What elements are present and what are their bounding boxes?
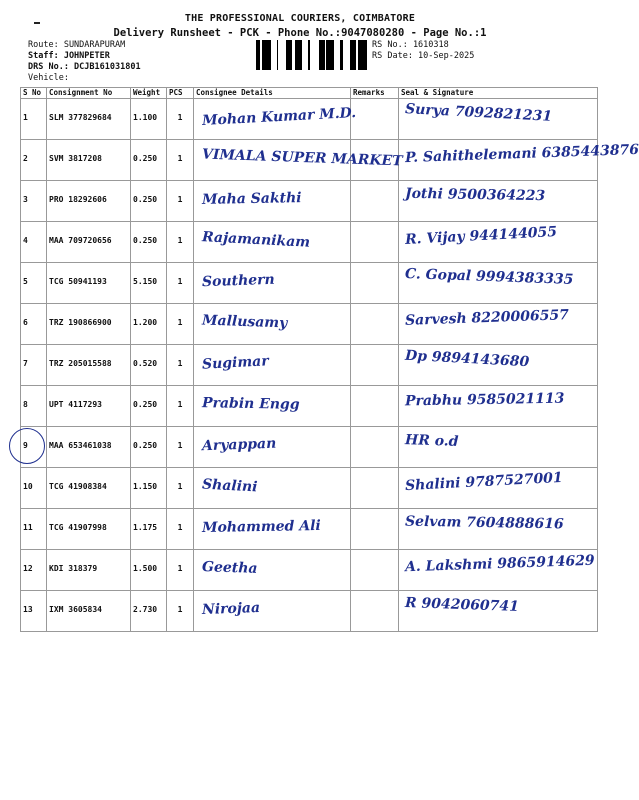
- cell-weight: 5.150: [131, 263, 167, 304]
- cell-signature: [399, 222, 598, 263]
- consignee-handwriting: Shalini: [201, 476, 258, 496]
- cell-remarks: [351, 222, 399, 263]
- table-row: [21, 345, 598, 386]
- runsheet-table: [20, 87, 639, 632]
- consignee-handwriting: Maha Sakthi: [201, 190, 302, 208]
- table-row: [21, 99, 598, 140]
- cell-consignment: SVM 3817208: [47, 140, 131, 181]
- cell-consignee: [194, 263, 351, 304]
- rs-number: RS No.: 1610318: [372, 40, 449, 50]
- table-row: [21, 550, 598, 591]
- consignee-handwriting: Mallusamy: [201, 312, 288, 332]
- consignee-handwriting: Aryappan: [201, 435, 277, 455]
- cell-pcs: 1: [167, 427, 194, 468]
- cell-consignment: SLM 377829684: [47, 99, 131, 140]
- table-row: [21, 386, 598, 427]
- cell-consignment: TCG 41907998: [47, 509, 131, 550]
- signature-handwriting: A. Lakshmi 9865914629: [404, 552, 595, 576]
- barcode-bar: [290, 40, 292, 70]
- cell-consignee: [194, 591, 351, 632]
- vehicle-label: Vehicle:: [28, 73, 69, 83]
- cell-signature: [399, 509, 598, 550]
- cell-signature: [399, 468, 598, 509]
- cell-weight: 0.250: [131, 181, 167, 222]
- header-consignment: Consignment No: [47, 88, 131, 99]
- cell-consignment: MAA 709720656: [47, 222, 131, 263]
- barcode-bar: [332, 40, 334, 70]
- signature-handwriting: R. Vijay 944144055: [404, 224, 558, 248]
- consignee-handwriting: Rajamanikam: [201, 229, 311, 251]
- signature-handwriting: Shalini 9787527001: [404, 469, 564, 495]
- cell-consignee: [194, 550, 351, 591]
- cell-weight: 0.250: [131, 386, 167, 427]
- cell-weight: 0.250: [131, 427, 167, 468]
- cell-consignment: TRZ 190866900: [47, 304, 131, 345]
- signature-handwriting: Selvam 7604888616: [404, 513, 564, 533]
- cell-sno: 8: [21, 386, 47, 427]
- table-row: [21, 509, 598, 550]
- barcode-bar: [301, 40, 302, 70]
- barcode-bar: [331, 40, 332, 70]
- cell-signature: [399, 99, 598, 140]
- cell-sno: 11: [21, 509, 47, 550]
- consignee-handwriting: Mohan Kumar M.D.: [201, 104, 357, 130]
- table-row: [21, 263, 598, 304]
- cell-pcs: 1: [167, 468, 194, 509]
- cell-weight: 0.250: [131, 140, 167, 181]
- cell-consignment: TCG 41908384: [47, 468, 131, 509]
- cell-remarks: [351, 591, 399, 632]
- cell-consignment: TRZ 205015588: [47, 345, 131, 386]
- cell-consignment: PRO 18292606: [47, 181, 131, 222]
- cell-sno: 12: [21, 550, 47, 591]
- barcode-bar: [320, 40, 322, 70]
- cell-signature: [399, 181, 598, 222]
- cell-pcs: 1: [167, 550, 194, 591]
- cell-remarks: [351, 468, 399, 509]
- cell-pcs: 1: [167, 591, 194, 632]
- staff-label: Staff: JOHNPETER: [28, 51, 110, 61]
- cell-remarks: [351, 386, 399, 427]
- barcode-bar: [308, 40, 310, 70]
- barcode-bar: [295, 40, 296, 70]
- barcode-bar: [358, 40, 361, 70]
- header-signature: Seal & Signature: [399, 88, 598, 99]
- table-row: [21, 427, 598, 468]
- cell-pcs: 1: [167, 140, 194, 181]
- cell-sno: 9: [21, 427, 47, 468]
- cell-signature: [399, 140, 639, 181]
- cell-consignee: [194, 140, 403, 181]
- cell-consignment: MAA 653461038: [47, 427, 131, 468]
- cell-pcs: 1: [167, 345, 194, 386]
- cell-weight: 1.175: [131, 509, 167, 550]
- signature-handwriting: Prabhu 9585021113: [404, 390, 565, 410]
- cell-consignment: UPT 4117293: [47, 386, 131, 427]
- barcode-bar: [361, 40, 362, 70]
- table-row: [21, 304, 598, 345]
- barcode-bar: [256, 40, 259, 70]
- cell-remarks: [351, 263, 399, 304]
- cell-consignee: [194, 345, 351, 386]
- barcode-bar: [326, 40, 328, 70]
- meta-right: [372, 40, 474, 62]
- table-row: [21, 222, 598, 263]
- barcode-bar: [340, 40, 343, 70]
- cell-remarks: [351, 99, 399, 140]
- header-remarks: Remarks: [351, 88, 399, 99]
- signature-handwriting: C. Gopal 9994383335: [404, 266, 574, 288]
- consignee-handwriting: Mohammed Ali: [201, 517, 321, 537]
- cell-sno: 13: [21, 591, 47, 632]
- document-title: THE PROFESSIONAL COURIERS, COIMBATORE: [184, 13, 416, 24]
- cell-consignee: [194, 222, 351, 263]
- consignee-handwriting: Prabin Engg: [201, 395, 300, 413]
- cell-consignee: [194, 99, 357, 140]
- cell-consignee: [194, 181, 351, 222]
- cell-sno: 3: [21, 181, 47, 222]
- cell-signature: [399, 591, 598, 632]
- signature-handwriting: Sarvesh 8220006557: [404, 307, 570, 329]
- cell-weight: 0.520: [131, 345, 167, 386]
- barcode-bar: [298, 40, 301, 70]
- barcode-bar: [259, 40, 260, 70]
- cell-sno: 10: [21, 468, 47, 509]
- barcode-icon: [256, 40, 368, 70]
- barcode-bar: [277, 40, 278, 70]
- cell-sno: 1: [21, 99, 47, 140]
- cell-signature: [399, 345, 598, 386]
- table-row: [21, 591, 598, 632]
- cell-signature: [399, 263, 598, 304]
- barcode-bar: [266, 40, 268, 70]
- barcode-bar: [265, 40, 266, 70]
- cell-consignment: KDI 318379: [47, 550, 131, 591]
- cell-weight: 1.150: [131, 468, 167, 509]
- cell-sno: 4: [21, 222, 47, 263]
- barcode-bar: [319, 40, 320, 70]
- cell-consignee: [194, 468, 351, 509]
- drs-label: DRS No.: DCJB161031801: [28, 62, 141, 72]
- header-pcs: PCS: [167, 88, 194, 99]
- cell-pcs: 1: [167, 509, 194, 550]
- consignee-handwriting: VIMALA SUPER MARKET: [201, 146, 403, 170]
- cell-remarks: [351, 550, 399, 591]
- cell-weight: 2.730: [131, 591, 167, 632]
- barcode-bar: [352, 40, 355, 70]
- signature-handwriting: Jothi 9500364223: [404, 185, 546, 205]
- signature-handwriting: Surya 7092821231: [404, 101, 553, 125]
- cell-signature: [399, 550, 598, 591]
- signature-handwriting: R 9042060741: [404, 595, 520, 615]
- signature-handwriting: P. Sahithelemani 6385443876: [404, 141, 639, 167]
- cell-remarks: [351, 427, 399, 468]
- route-label: Route: SUNDARAPURAM: [28, 40, 126, 50]
- meta-left: [28, 40, 141, 84]
- cell-pcs: 1: [167, 386, 194, 427]
- cell-consignment: IXM 3605834: [47, 591, 131, 632]
- table-header-row: [21, 88, 598, 99]
- barcode-bar: [362, 40, 364, 70]
- cell-remarks: [351, 509, 399, 550]
- row-9-circle-mark: [9, 428, 45, 464]
- header-consignee: Consignee Details: [194, 88, 351, 99]
- cell-weight: 1.100: [131, 99, 167, 140]
- cell-signature: [399, 304, 598, 345]
- table-row: [21, 181, 598, 222]
- cell-consignee: [194, 427, 351, 468]
- cell-weight: 0.250: [131, 222, 167, 263]
- cell-consignee: [194, 509, 351, 550]
- barcode-bar: [262, 40, 265, 70]
- cell-sno: 6: [21, 304, 47, 345]
- barcode-bar: [355, 40, 356, 70]
- rs-date: RS Date: 10-Sep-2025: [372, 51, 475, 61]
- cell-signature: [399, 427, 598, 468]
- cell-weight: 1.500: [131, 550, 167, 591]
- consignee-handwriting: Geetha: [201, 559, 258, 577]
- cell-remarks: [351, 140, 399, 181]
- cell-remarks: [351, 181, 399, 222]
- cell-pcs: 1: [167, 263, 194, 304]
- signature-handwriting: HR o.d: [404, 432, 459, 450]
- barcode-bar: [286, 40, 289, 70]
- barcode-bar: [289, 40, 290, 70]
- cell-sno: 7: [21, 345, 47, 386]
- consignee-handwriting: Nirojaa: [201, 599, 261, 619]
- header-weight: Weight: [131, 88, 167, 99]
- cell-pcs: 1: [167, 99, 194, 140]
- signature-handwriting: Dp 9894143680: [404, 347, 530, 371]
- barcode-bar: [322, 40, 325, 70]
- cell-consignee: [194, 304, 351, 345]
- table-row: [21, 468, 598, 509]
- cell-remarks: [351, 304, 399, 345]
- table-row: [21, 140, 598, 181]
- barcode-bar: [364, 40, 367, 70]
- consignee-handwriting: Southern: [201, 271, 275, 291]
- barcode-bar: [350, 40, 352, 70]
- cell-consignment: TCG 50941193: [47, 263, 131, 304]
- header-sno: S No: [21, 88, 47, 99]
- document-subtitle: Delivery Runsheet - PCK - Phone No.:9047080280 - Page No.:1: [113, 27, 487, 39]
- cell-sno: 5: [21, 263, 47, 304]
- cell-sno: 2: [21, 140, 47, 181]
- cell-pcs: 1: [167, 222, 194, 263]
- cell-signature: [399, 386, 598, 427]
- barcode-bar: [296, 40, 298, 70]
- cell-remarks: [351, 345, 399, 386]
- cell-consignee: [194, 386, 351, 427]
- barcode-bar: [328, 40, 331, 70]
- cell-pcs: 1: [167, 181, 194, 222]
- consignee-handwriting: Sugimar: [201, 353, 270, 373]
- cell-weight: 1.200: [131, 304, 167, 345]
- cell-pcs: 1: [167, 304, 194, 345]
- barcode-bar: [268, 40, 271, 70]
